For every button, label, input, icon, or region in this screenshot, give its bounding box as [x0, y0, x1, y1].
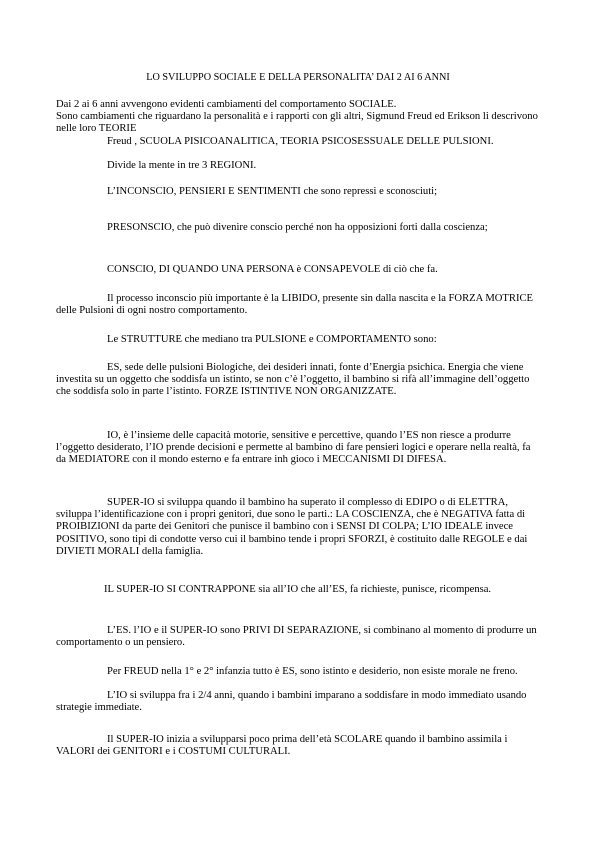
paragraph-io-sviluppo: L’IO si sviluppa fra i 2/4 anni, quando i bambini imparano a soddisfare in modo immediato usando strategie immediate.: [56, 690, 527, 714]
paragraph-es: ES, sede delle pulsioni Biologiche, dei desideri innati, fonte d’Energia psichica. Energia che viene investita su un oggetto che soddisfa un istinto, se non c’è l’oggetto, il bambino si rifà all’immagine dell’oggetto che soddisfa solo in parte l’istinto. FORZE ISTINTIVE NON ORGANIZZATE.: [56, 362, 530, 398]
paragraph-freud-infanzia: Per FREUD nella 1° e 2° infanzia tutto è ES, sono istinto e desiderio, non esiste morale ne freno.: [107, 666, 518, 677]
paragraph-super-io: SUPER-IO si sviluppa quando il bambino ha superato il complesso di EDIPO o di ELETTRA, sviluppa l’identificazione con i propri genitori, due sono le parti.: LA COSCIENZA, che è NEGATIVA fatta di PROIBIZIONI da parte dei Genitori che punisce il bambino con i SENSI DI COLPA; L’IO IDEALE invece POSITIVO, sono tipi di condotte verso cui il bambino tende i propri SFORZI, è costituito dalle REGOLE e dai DIVIETI MORALI della famiglia.: [56, 497, 528, 557]
paragraph-super-io-scolare: Il SUPER-IO inizia a svilupparsi poco prima dell’età SCOLARE quando il bambino assimila i VALORI dei GENITORI e i COSTUMI CULTURALI.: [56, 734, 508, 758]
paragraph-super-io-contrappone: IL SUPER-IO SI CONTRAPPONE sia all’IO che all’ES, fa richieste, punisce, ricompensa.: [104, 584, 492, 595]
paragraph-io: IO, è l’insieme delle capacità motorie, sensitive e percettive, quando l’ES non riesce a produrre l’oggetto desiderato, l’IO prende decisioni e permette al bambino di fare pensieri logici e operare nella realtà, fa da MEDIATORE con il mondo esterno e fa entrare inh gioco i MECCANISMI DI DIFESA.: [56, 430, 531, 466]
paragraph-theories: Sono cambiamenti che riguardano la personalità e i rapporti con gli altri, Sigmund Freud ed Erikson li descrivono nelle loro TEORIE: [56, 111, 538, 135]
paragraph-privi-di-separazione: L’ES. l’IO e il SUPER-IO sono PRIVI DI SEPARAZIONE, si combinano al momento di produrre un comportamento o un pensiero.: [56, 625, 537, 649]
paragraph-strutture: Le STRUTTURE che mediano tra PULSIONE e COMPORTAMENTO sono:: [107, 334, 437, 345]
document-title: LO SVILUPPO SOCIALE E DELLA PERSONALITA’ DAI 2 AI 6 ANNI: [146, 72, 450, 83]
paragraph-intro: Dai 2 ai 6 anni avvengono evidenti cambiamenti del comportamento SOCIALE.: [56, 99, 397, 110]
paragraph-inconscio: L’INCONSCIO, PENSIERI E SENTIMENTI che sono repressi e sconosciuti;: [107, 186, 438, 197]
paragraph-conscio: CONSCIO, DI QUANDO UNA PERSONA è CONSAPEVOLE di ciò che fa.: [107, 264, 438, 275]
paragraph-preconscio: PRESONSCIO, che può divenire conscio perché non ha opposizioni forti dalla coscienza;: [107, 222, 488, 233]
paragraph-three-regions: Divide la mente in tre 3 REGIONI.: [107, 160, 257, 171]
paragraph-libido: Il processo inconscio più importante è la LIBIDO, presente sin dalla nascita e la FORZA MOTRICE delle Pulsioni di ogni nostro comportamento.: [56, 293, 534, 317]
paragraph-freud-school: Freud , SCUOLA PISICOANALITICA, TEORIA PSICOSESSUALE DELLE PULSIONI.: [107, 136, 494, 147]
